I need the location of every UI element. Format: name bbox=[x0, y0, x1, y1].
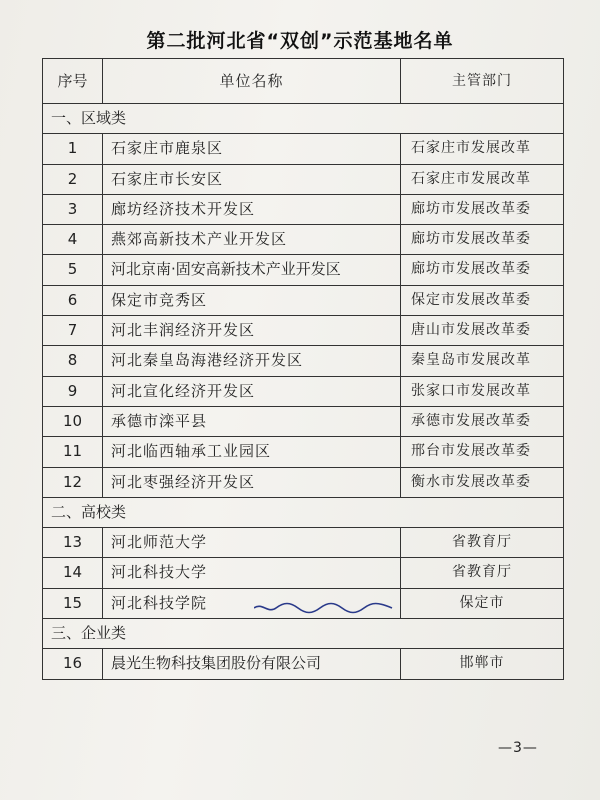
row-name: 廊坊经济技术开发区 bbox=[103, 195, 401, 224]
row-index: 5 bbox=[43, 255, 103, 284]
list-table bbox=[42, 58, 564, 680]
row-index: 16 bbox=[43, 649, 103, 678]
row-index: 13 bbox=[43, 528, 103, 557]
pen-mark bbox=[254, 602, 394, 616]
table-row bbox=[43, 468, 563, 498]
row-index: 3 bbox=[43, 195, 103, 224]
section-heading: 一、区域类 bbox=[43, 104, 563, 134]
row-dept: 衡水市发展改革委 bbox=[411, 473, 531, 490]
row-index: 7 bbox=[43, 316, 103, 345]
row-name: 河北京南·固安高新技术产业开发区 bbox=[103, 255, 401, 284]
page-title: 第二批河北省“双创”示范基地名单 bbox=[146, 30, 454, 52]
row-name: 河北师范大学 bbox=[103, 528, 401, 557]
row-dept: 邢台市发展改革委 bbox=[411, 443, 531, 460]
row-dept: 保定市发展改革委 bbox=[411, 291, 531, 308]
table-row bbox=[43, 528, 563, 558]
row-name: 河北丰润经济开发区 bbox=[103, 316, 401, 345]
row-name: 燕郊高新技术产业开发区 bbox=[103, 225, 401, 254]
table-row bbox=[43, 225, 563, 255]
row-index: 12 bbox=[43, 468, 103, 497]
header-index: 序号 bbox=[43, 59, 103, 103]
table-row bbox=[43, 377, 563, 407]
row-dept: 张家口市发展改革 bbox=[411, 382, 531, 399]
table-row bbox=[43, 165, 563, 195]
table-row bbox=[43, 558, 563, 588]
section-heading: 二、高校类 bbox=[43, 498, 563, 528]
row-index: 6 bbox=[43, 286, 103, 315]
row-name: 承德市滦平县 bbox=[103, 407, 401, 436]
table-row bbox=[43, 255, 563, 285]
row-index: 11 bbox=[43, 437, 103, 466]
row-dept: 廊坊市发展改革委 bbox=[411, 261, 531, 278]
table-row bbox=[43, 134, 563, 164]
table-header bbox=[43, 59, 563, 104]
table-row bbox=[43, 286, 563, 316]
row-name: 石家庄市鹿泉区 bbox=[103, 134, 401, 163]
row-dept: 承德市发展改革委 bbox=[411, 412, 531, 429]
row-dept: 省教育厅 bbox=[452, 564, 512, 581]
header-dept: 主管部门 bbox=[452, 73, 512, 89]
row-index: 15 bbox=[43, 589, 103, 618]
row-dept: 廊坊市发展改革委 bbox=[411, 231, 531, 248]
row-name: 河北科技学院 bbox=[103, 589, 401, 618]
row-index: 10 bbox=[43, 407, 103, 436]
row-index: 9 bbox=[43, 377, 103, 406]
table-row bbox=[43, 316, 563, 346]
table-row bbox=[43, 407, 563, 437]
table-row bbox=[43, 649, 563, 679]
row-index: 4 bbox=[43, 225, 103, 254]
row-index: 14 bbox=[43, 558, 103, 587]
page-number: —3— bbox=[498, 740, 538, 756]
row-dept: 省教育厅 bbox=[452, 534, 512, 551]
row-name: 石家庄市长安区 bbox=[103, 165, 401, 194]
row-name: 河北秦皇岛海港经济开发区 bbox=[103, 346, 401, 375]
row-name: 河北枣强经济开发区 bbox=[103, 468, 401, 497]
row-dept: 秦皇岛市发展改革 bbox=[411, 352, 531, 369]
section-heading: 三、企业类 bbox=[43, 619, 563, 649]
row-dept: 保定市 bbox=[459, 594, 505, 611]
table-row bbox=[43, 195, 563, 225]
row-index: 2 bbox=[43, 165, 103, 194]
row-dept: 邯郸市 bbox=[459, 655, 505, 672]
table-row bbox=[43, 346, 563, 376]
row-name: 保定市竞秀区 bbox=[103, 286, 401, 315]
row-name: 晨光生物科技集团股份有限公司 bbox=[103, 649, 401, 678]
row-name: 河北临西轴承工业园区 bbox=[103, 437, 401, 466]
row-dept: 廊坊市发展改革委 bbox=[411, 200, 531, 217]
row-dept: 石家庄市发展改革 bbox=[411, 140, 531, 157]
row-name: 河北宣化经济开发区 bbox=[103, 377, 401, 406]
table-row bbox=[43, 437, 563, 467]
row-index: 8 bbox=[43, 346, 103, 375]
row-name: 河北科技大学 bbox=[103, 558, 401, 587]
header-name: 单位名称 bbox=[103, 59, 401, 103]
row-index: 1 bbox=[43, 134, 103, 163]
row-dept: 石家庄市发展改革 bbox=[411, 170, 531, 187]
row-dept: 唐山市发展改革委 bbox=[411, 322, 531, 339]
